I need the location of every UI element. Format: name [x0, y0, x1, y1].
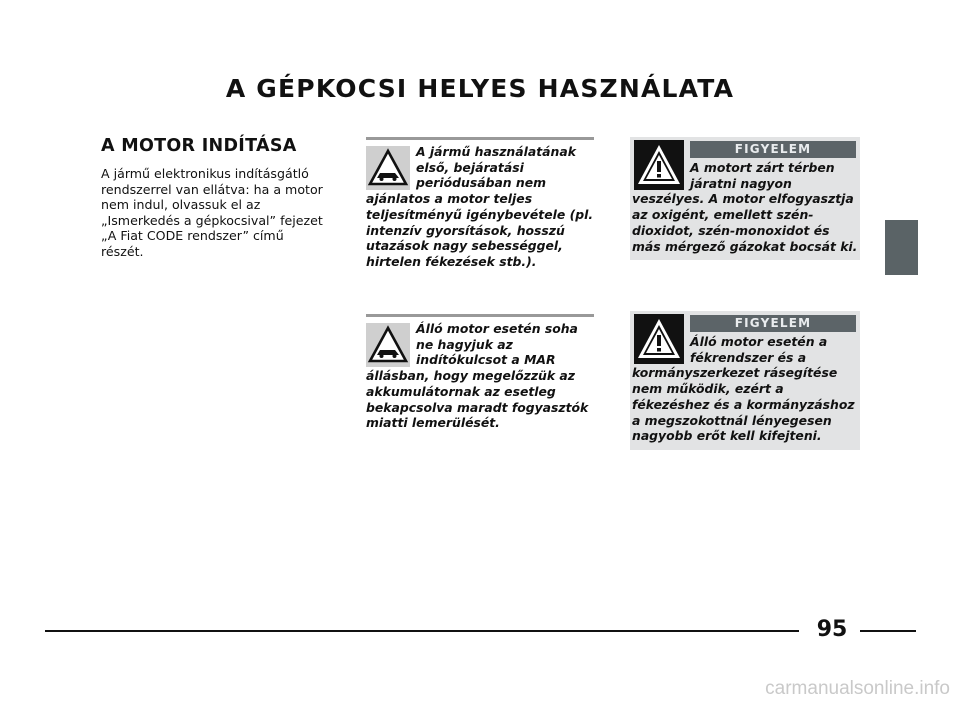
- note-box-ignition-key: [366, 314, 594, 431]
- note-text: Álló motor esetén soha ne hagyjuk az indítókulcsot a MAR állásban, hogy megelőzzük az akkumulátornak az esetleg bekapcsolva maradt fogyasztók miatti lemerülését.: [366, 321, 589, 431]
- warning-text: A motort zárt térben járatni nagyon veszélyes. A motor elfogyasztja az oxigént, emellett szén- dioxidot, szén-monoxidot és más mérgező gázokat bocsát ki.: [632, 160, 858, 254]
- page-title: A GÉPKOCSI HELYES HASZNÁLATA: [225, 74, 735, 103]
- footer-rule: [860, 630, 916, 632]
- car-caution-icon: [366, 146, 410, 190]
- warning-text: Álló motor esetén a fékrendszer és a kormányszerkezet rásegítése nem működik, ezért a fékezéshez és a kormányzáshoz a megszokottnál lényegesen nagyobb erőt kell kifejteni.: [632, 334, 855, 444]
- note-box-break-in: [366, 137, 594, 270]
- page-number: 95: [816, 617, 848, 642]
- watermark: carmanualsonline.info: [765, 678, 950, 699]
- warning-triangle-icon: [634, 140, 684, 190]
- chapter-side-tab: [885, 220, 918, 275]
- warning-label: FIGYELEM: [690, 141, 856, 158]
- section-heading: A MOTOR INDÍTÁSA: [101, 136, 297, 156]
- section-body-text: A jármű elektronikus indításgátló rendszerrel van ellátva: ha a motor nem indul, olvassuk el az „Ismerkedés a gépkocsival” fejezet „A Fiat CODE rendszer” című részét.: [101, 166, 323, 259]
- note-text: A jármű használatának első, bejáratási periódusában nem ajánlatos a motor teljes teljesítményű igénybevétele (pl. intenzív gyorsítások, hosszú utazások nagy sebességgel, hirtelen fékezések stb.).: [366, 144, 594, 269]
- warning-box-engine-off: [630, 311, 860, 450]
- warning-box-closed-space: [630, 137, 860, 260]
- warning-label: FIGYELEM: [690, 315, 856, 332]
- footer-rule: [45, 630, 799, 632]
- warning-triangle-icon: [634, 314, 684, 364]
- car-caution-icon: [366, 323, 410, 367]
